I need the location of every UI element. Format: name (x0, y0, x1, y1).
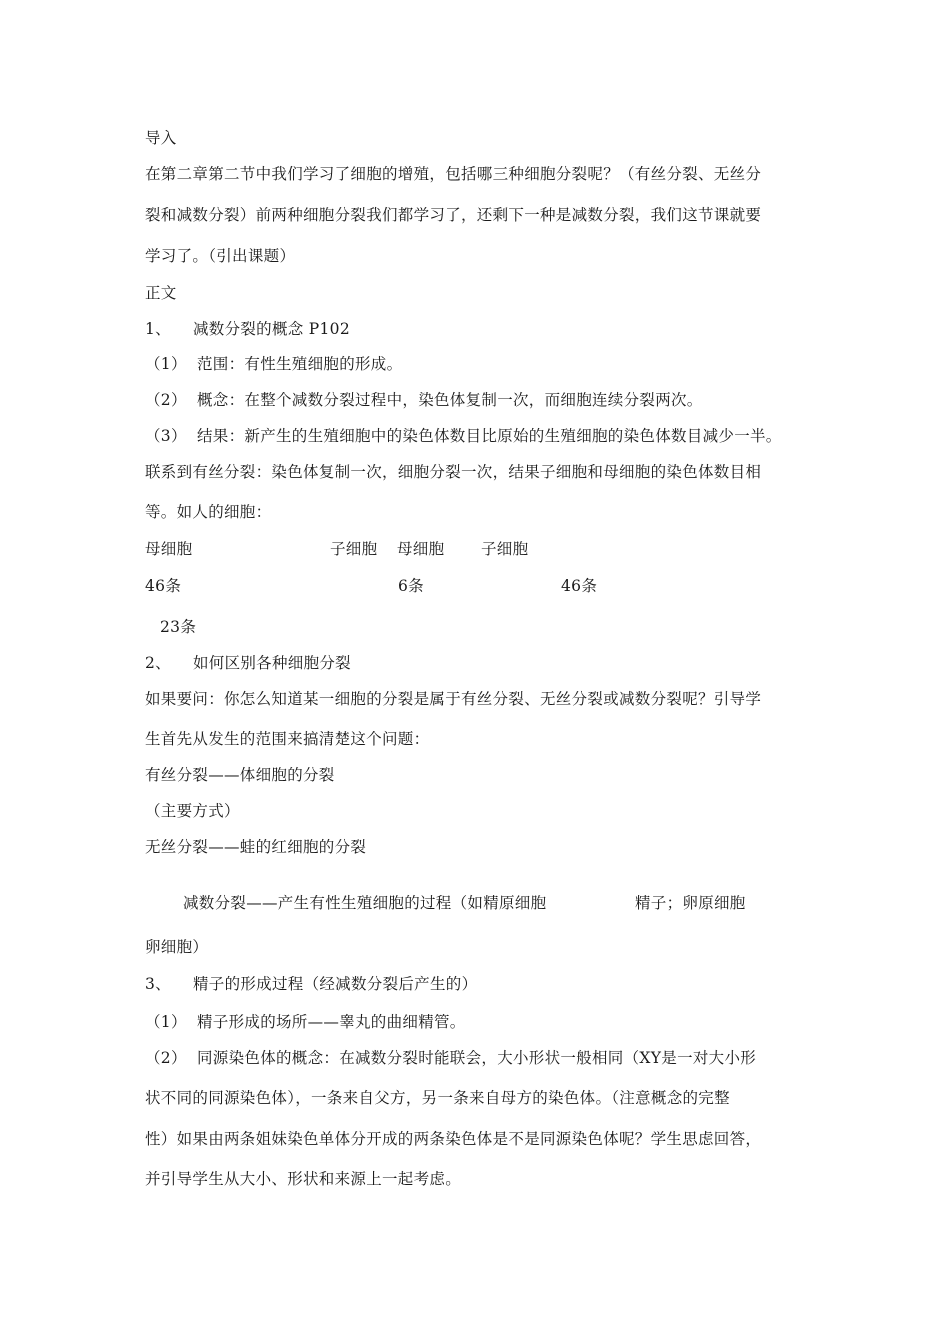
item-number: （3） (145, 427, 187, 445)
mitosis-note: （主要方式） (145, 802, 240, 820)
intro-line-2: 裂和减数分裂）前两种细胞分裂我们都学习了，还剩下一种是减数分裂，我们这节课就要 (145, 206, 762, 224)
section1-heading (145, 319, 350, 339)
body-heading: 正文 (145, 284, 177, 302)
item-number: （1） (145, 1013, 187, 1031)
section1-item-3 (145, 426, 782, 446)
chromosome-count: 46条 (145, 577, 182, 595)
section2-number: 2、 (145, 654, 171, 672)
intro-heading: 导入 (145, 129, 177, 147)
meiosis-line-part-2: 精子；卵原细胞 (635, 894, 746, 912)
daughter-cell-label: 子细胞 (481, 540, 529, 558)
section3-heading (145, 974, 477, 994)
concept-line-1: 状不同的同源染色体），一条来自父方，另一条来自母方的染色体。（注意概念的完整 (145, 1089, 730, 1107)
mother-cell-label: 母细胞 (145, 540, 193, 558)
item-text: 精子形成的场所——睾丸的曲细精管。 (197, 1013, 466, 1031)
section1-number: 1、 (145, 320, 171, 338)
concept-line-2: 性）如果由两条姐妹染色单体分开成的两条染色体是不是同源染色体呢？学生思虑回答， (145, 1130, 762, 1148)
section3-item-2 (145, 1048, 756, 1068)
mother-cell-label: 母细胞 (397, 540, 445, 558)
amitosis-line: 无丝分裂——蛙的红细胞的分裂 (145, 838, 367, 856)
section2-heading (145, 653, 351, 673)
chromosome-count: 6条 (398, 577, 424, 595)
item-text: 概念：在整个减数分裂过程中，染色体复制一次，而细胞连续分裂两次。 (197, 391, 703, 409)
concept-line-3: 并引导学生从大小、形状和来源上一起考虑。 (145, 1170, 462, 1188)
section2-title: 如何区别各种细胞分裂 (192, 654, 351, 672)
link-line-2: 等。如人的细胞： (145, 503, 272, 521)
mitosis-line: 有丝分裂——体细胞的分裂 (145, 766, 335, 784)
meiosis-line-part-3: 卵细胞） (145, 938, 209, 956)
section3-number: 3、 (145, 975, 171, 993)
item-text: 范围：有性生殖细胞的形成。 (197, 355, 403, 373)
section1-item-1 (145, 354, 402, 374)
item-text: 结果：新产生的生殖细胞中的染色体数目比原始的生殖细胞的染色体数目减少一半。 (197, 427, 782, 445)
item-text: 同源染色体的概念：在减数分裂时能联会，大小形状一般相同（XY是一对大小形 (197, 1049, 757, 1067)
question-line-1: 如果要问：你怎么知道某一细胞的分裂是属于有丝分裂、无丝分裂或减数分裂呢？引导学 (145, 690, 762, 708)
section3-item-1 (145, 1012, 466, 1032)
section1-item-2 (145, 390, 703, 410)
chromosome-count: 46条 (561, 577, 598, 595)
section1-title: 减数分裂的概念 P102 (192, 320, 351, 338)
intro-line-3: 学习了。（引出课题） (145, 247, 296, 265)
item-number: （2） (145, 391, 187, 409)
item-number: （2） (145, 1049, 187, 1067)
intro-line-1: 在第二章第二节中我们学习了细胞的增殖，包括哪三种细胞分裂呢？（有丝分裂、无丝分 (145, 165, 762, 183)
link-line-1: 联系到有丝分裂：染色体复制一次，细胞分裂一次，结果子细胞和母细胞的染色体数目相 (145, 463, 762, 481)
meiosis-line-part-1: 减数分裂——产生有性生殖细胞的过程（如精原细胞 (183, 894, 547, 912)
chromosome-count: 23条 (160, 618, 197, 636)
question-line-2: 生首先从发生的范围来搞清楚这个问题： (145, 730, 430, 748)
item-number: （1） (145, 355, 187, 373)
section3-title: 精子的形成过程（经减数分裂后产生的） (192, 975, 478, 993)
daughter-cell-label: 子细胞 (330, 540, 378, 558)
